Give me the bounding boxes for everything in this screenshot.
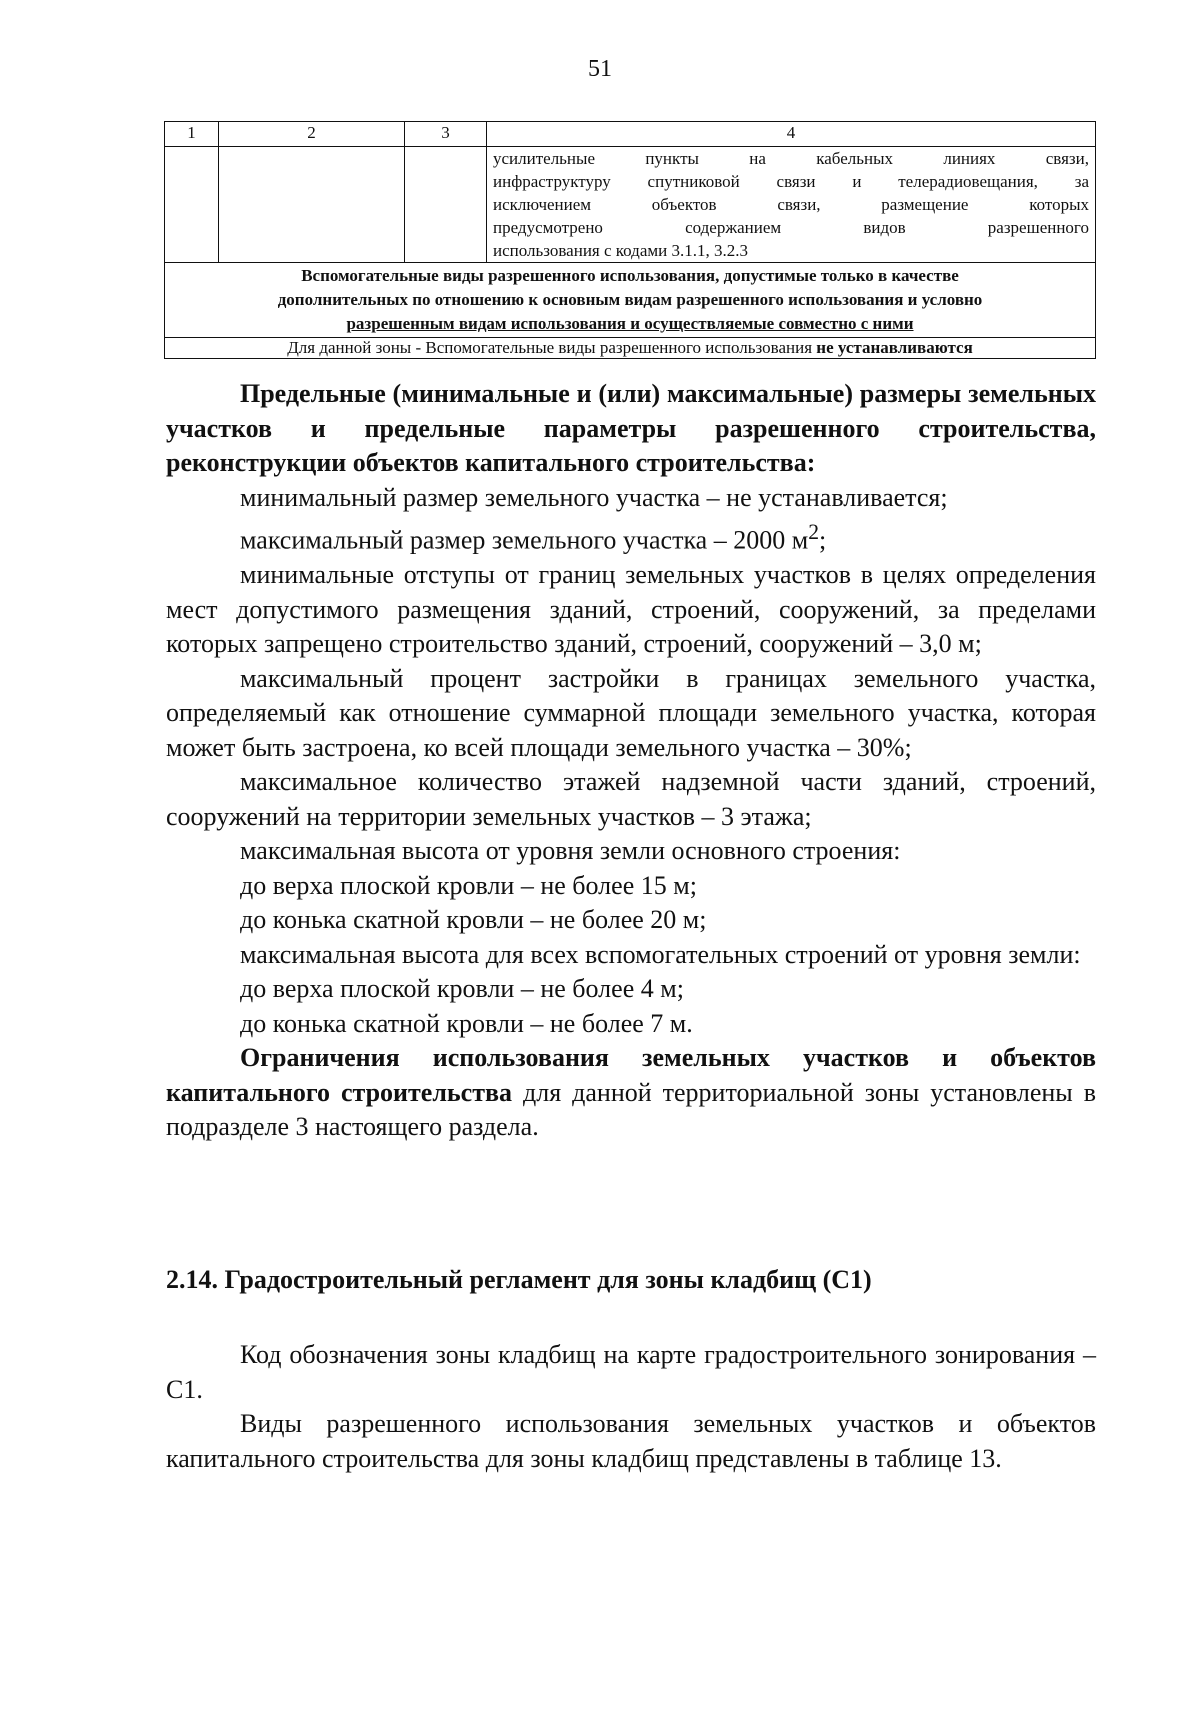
parameter-item: до верха плоской кровли – не более 15 м;: [240, 870, 697, 900]
cell-line: исключением объектов связи, размещение которых: [493, 195, 1089, 214]
max-size-suffix: ;: [819, 525, 827, 555]
restrictions-rest: для данной территориальной зоны установлены в подразделе 3 настоящего раздела.: [166, 1077, 1096, 1142]
parameters-heading: Предельные (минимальные и (или) максимальные) размеры земельных участков и предельные параметры разрешенного строительства, реконструкции объектов капитального строительства:: [166, 379, 1096, 477]
empty-cell: [219, 147, 405, 263]
heading-line: дополнительных по отношению к основным видам разрешенного использования и условно: [277, 290, 983, 309]
empty-cell: [405, 147, 487, 263]
auxiliary-uses-heading: [165, 263, 1096, 338]
parameters-block: [166, 377, 1096, 1145]
empty-cell: [165, 147, 219, 263]
auxiliary-uses-none: [165, 338, 1096, 359]
none-prefix: Для данной зоны - Вспомогательные виды разрешенного использования: [287, 338, 817, 357]
max-size-sup: 2: [808, 520, 820, 544]
section-body: [166, 1338, 1096, 1476]
col-3-header: 3: [405, 122, 487, 147]
parameter-item: до конька скатной кровли – не более 7 м.: [240, 1008, 693, 1038]
section-title: 2.14. Градостроительный регламент для зоны кладбищ (С1): [166, 1265, 872, 1294]
col-2-header: 2: [219, 122, 405, 147]
auxiliary-uses-none-row: [165, 338, 1096, 359]
parameter-item: [166, 515, 1096, 558]
restrictions-paragraph: [166, 1041, 1096, 1145]
heading-line: Вспомогательные виды разрешенного использования, допустимые только в качестве: [301, 266, 959, 285]
parameter-item: до конька скатной кровли – не более 20 м;: [240, 905, 707, 935]
max-size-text: максимальный размер земельного участка – 2000 м: [240, 525, 809, 555]
zone-code-paragraph: Код обозначения зоны кладбищ на карте градостроительного зонирования – С1.: [166, 1340, 1096, 1404]
section-title-block: [166, 1263, 1096, 1298]
cell-line: усилительные пункты на кабельных линиях связи,: [493, 149, 1089, 168]
uses-reference-paragraph: Виды разрешенного использования земельных участков и объектов капитального строительства для зоны кладбищ представлены в таблице 13.: [166, 1409, 1096, 1473]
parameter-item: до верха плоской кровли – не более 4 м;: [240, 974, 684, 1004]
none-suffix: не устанавливаются: [816, 338, 973, 357]
col-1-header: 1: [165, 122, 219, 147]
heading-line: разрешенным видам использования и осуществляемые совместно с ними: [346, 314, 914, 333]
cell-line: использования с кодами 3.1.1, 3.2.3: [493, 241, 748, 260]
page-number: 51: [588, 56, 612, 82]
cell-line: предусмотрено содержанием видов разрешенного: [493, 218, 1089, 237]
parameter-item: максимальное количество этажей надземной части зданий, строений, сооружений на территории земельных участков – 3 этажа;: [166, 767, 1096, 831]
parameter-item: минимальный размер земельного участка – не устанавливается;: [240, 482, 948, 512]
parameter-item: максимальный процент застройки в границах земельного участка, определяемый как отношение суммарной площади земельного участка, которая может быть застроена, ко всей площади земельного участка – 30%;: [166, 663, 1096, 762]
cell-line: инфраструктуру спутниковой связи и телерадиовещания, за: [493, 172, 1089, 191]
parameter-item: минимальные отступы от границ земельных участков в целях определения мест допустимого размещения зданий, строений, сооружений, за пределами которых запрещено строительство зданий, строений, сооружений – 3,0 м;: [166, 560, 1096, 659]
col-4-header: 4: [487, 122, 1096, 147]
table-row: [165, 147, 1096, 263]
regulation-table: [164, 121, 1096, 359]
auxiliary-uses-heading-row: [165, 263, 1096, 338]
restrictions-bold: Ограничения использования земельных участков и объектов капитального строительства: [166, 1043, 1096, 1107]
parameter-item: максимальная высота от уровня земли основного строения:: [240, 836, 901, 866]
parameter-item: максимальная высота для всех вспомогательных строений от уровня земли:: [240, 939, 1081, 969]
table-header-row: [165, 122, 1096, 147]
continued-description-cell: [487, 147, 1096, 263]
